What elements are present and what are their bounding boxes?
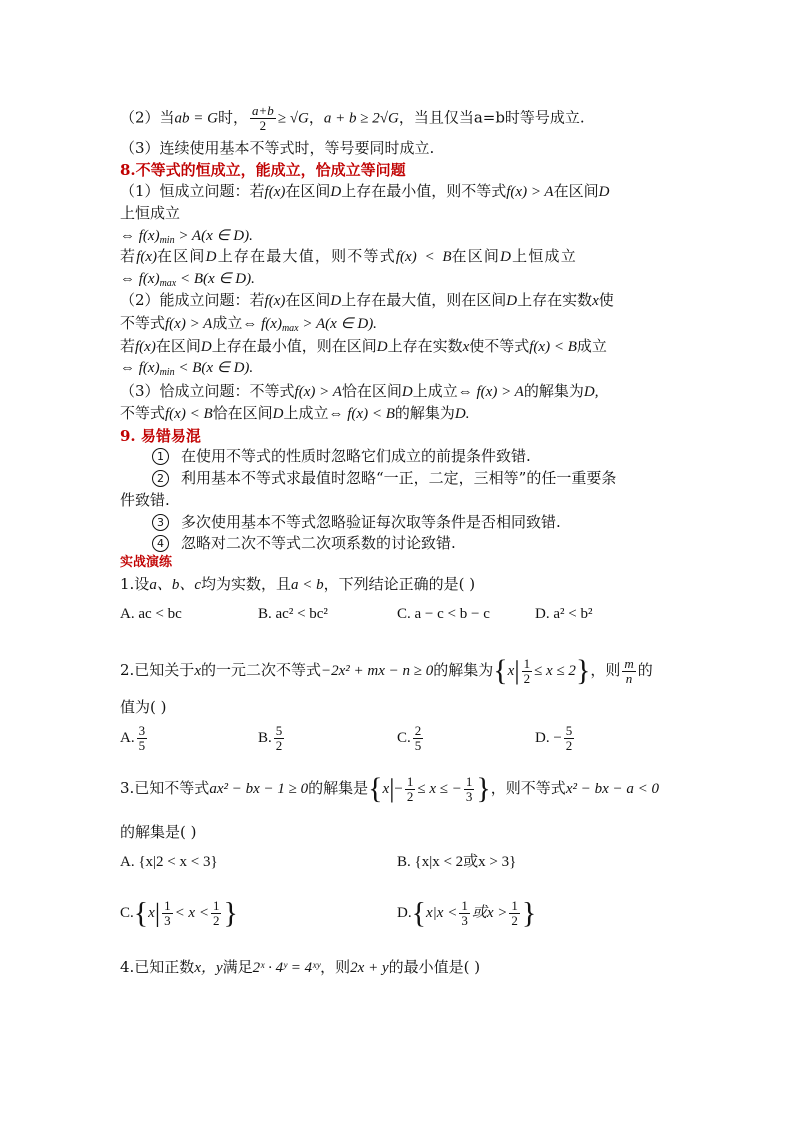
s9-item-1 [152, 446, 531, 466]
tip-2-label: （2）当 [120, 108, 175, 127]
option-fraction [413, 724, 424, 753]
s8-math: D. [454, 406, 470, 422]
s8-math: D [330, 184, 342, 200]
q2-math: x [507, 663, 515, 679]
option-label: C. [397, 730, 411, 746]
tip-2-time: 时， [218, 108, 249, 127]
s8-text: （3）恰成立问题：不等式 [120, 382, 295, 400]
tip-2-comma: ， [308, 108, 324, 127]
s8-sub: max [159, 278, 177, 289]
section-9-title: 9. 易错易混 [120, 427, 201, 445]
q2-text: ，则 [590, 661, 621, 679]
s8-line-2: 上恒成立 [120, 204, 181, 222]
frac-num: a+b [252, 103, 274, 118]
q1-option-d[interactable]: D. a² < b² [535, 606, 593, 622]
option-fraction [137, 724, 148, 753]
frac-den: n [625, 670, 633, 686]
s9-item-2 [152, 468, 616, 488]
circled-number-icon: 3 [152, 514, 169, 531]
s8-math: f(x) > A [294, 384, 342, 400]
s8-math: < B(x ∈ D). [176, 271, 255, 287]
s8-math: f(x) > A [165, 316, 213, 332]
tip-2 [120, 104, 585, 133]
s8-text: 在区间 [155, 337, 201, 355]
s8-sub: min [159, 367, 175, 378]
q3-math: ax² − bx − 1 ≥ 0 [209, 781, 309, 797]
s8-text: （2）能成立问题：若 [120, 291, 265, 309]
s8-math: ⇔ f(x) [120, 228, 160, 244]
frac-num: m [624, 655, 634, 671]
s8-text: 在区间 [285, 182, 331, 200]
frac-den: 2 [565, 738, 573, 754]
s8-math: f(x) < B [395, 249, 452, 265]
q3-option-c[interactable] [120, 893, 238, 934]
frac-num: 3 [138, 723, 146, 739]
frac-num: 1 [164, 898, 171, 914]
q3-stem [120, 768, 659, 809]
s8-text: 上存在最大值，则不等式 [217, 247, 396, 265]
s8-math: D [330, 293, 342, 309]
q1-stem [120, 574, 475, 595]
tip-2-sqrt: ≥ √G [277, 110, 309, 127]
s8-text: 上存在最小值，则不等式 [341, 182, 507, 200]
s8-line-10 [120, 381, 598, 402]
option-fraction [274, 724, 285, 753]
s8-text: 的解集为 [394, 404, 455, 422]
circled-number-icon: 1 [152, 448, 169, 465]
frac-num: 5 [565, 723, 573, 739]
frac-num: 1 [465, 773, 473, 789]
s8-line-6 [120, 290, 614, 311]
q3-text: 3.已知不等式 [120, 779, 210, 797]
option-label: A. [120, 730, 135, 746]
s8-math: D [272, 406, 284, 422]
s8-line-4 [120, 246, 577, 267]
s8-text: 上恒成立 [512, 247, 577, 265]
q2-line-2: 值为( ) [120, 698, 167, 716]
s8-math: ⇔ f(x) < B [328, 406, 395, 422]
q1-option-c[interactable]: C. a − c < b − c [397, 606, 490, 622]
s8-text: 不等式 [120, 314, 166, 332]
q3-math: x|x < [426, 905, 458, 921]
q3-math: x² − bx − a < 0 [565, 781, 659, 797]
s8-math: D [500, 249, 513, 265]
frac-den: 3 [461, 913, 468, 929]
s8-text: 若 [120, 247, 137, 265]
option-fraction [564, 724, 575, 753]
q3-math: − [394, 781, 403, 797]
s8-text: 的解集为 [523, 382, 584, 400]
q3-line-2: 的解集是( ) [120, 823, 197, 841]
s8-text: 恰在区间 [341, 382, 402, 400]
q4-text: 满足 [222, 958, 253, 976]
q4-math: 2ˣ · 4ʸ = 4ˣʸ [252, 960, 321, 976]
q3-fraction-2 [464, 775, 475, 804]
q2-text: 的 [637, 661, 653, 679]
q3-fraction-1 [405, 775, 416, 804]
s9-item-3 [152, 512, 561, 532]
q2-math: −2x² + mx − n ≥ 0 [321, 663, 434, 679]
s8-text: 成立 [212, 314, 243, 332]
s8-math: ⇔ f(x) [120, 271, 160, 287]
frac-den: 5 [138, 738, 146, 754]
frac-num: 1 [461, 898, 468, 914]
option-fraction [211, 899, 222, 928]
frac-den: 2 [259, 118, 267, 133]
section-8-title: 8.不等式的恒成立，能成立，恰成立等问题 [120, 161, 406, 179]
s8-math: D [200, 339, 212, 355]
s8-text: （1）恒成立问题：若 [120, 182, 265, 200]
s8-math: D [401, 384, 413, 400]
q2-option-d[interactable] [535, 718, 576, 758]
practice-title: 实战演练 [120, 555, 173, 570]
frac-den: 2 [406, 788, 414, 804]
frac-den: 3 [465, 788, 473, 804]
s8-sub: max [281, 323, 299, 334]
s8-sub: min [159, 235, 175, 246]
s8-line-1 [120, 181, 609, 202]
right-brace: } [476, 772, 491, 805]
frac-den: 2 [523, 670, 531, 686]
circled-number-icon: 2 [152, 470, 169, 487]
s8-line-9 [120, 358, 253, 383]
left-brace: { [411, 896, 426, 930]
q4-text: ，则 [320, 958, 351, 976]
s8-line-8 [120, 336, 607, 357]
tip-2-ab: ab [174, 110, 190, 127]
q1-text: 均为实数，且 [200, 575, 291, 593]
q2-option-c[interactable] [397, 718, 425, 758]
q3-option-a[interactable]: A. {x|2 < x < 3} [120, 854, 218, 870]
s8-math: x [462, 339, 470, 355]
option-fraction [459, 899, 470, 928]
s8-text: 在区间 [157, 247, 206, 265]
frac-den: 2 [511, 913, 518, 929]
q1-text: ，下列结论正确的是( ) [323, 575, 476, 593]
q2-math: x [194, 663, 201, 679]
option-label: D. [397, 905, 412, 921]
q2-ratio [622, 657, 635, 686]
q2-set-fraction [522, 657, 533, 686]
frac-den: 5 [414, 738, 422, 754]
frac-num: 1 [212, 898, 220, 914]
s8-math: f(x) < B [165, 406, 213, 422]
s9-item-2-cont: 件致错. [120, 491, 170, 509]
set-bar: | [154, 898, 161, 928]
circled-number-icon: 4 [152, 535, 169, 552]
tip-2-eq: = G [189, 110, 219, 127]
q3-option-d[interactable] [397, 893, 536, 934]
frac-den: 2 [212, 913, 220, 929]
s8-text: 若 [120, 337, 136, 355]
s8-math: D [205, 249, 218, 265]
s8-text: 使 [598, 291, 614, 309]
s8-line-11 [120, 403, 469, 424]
s8-math: D, [583, 384, 599, 400]
q3-option-b[interactable]: B. {x|x < 2或x > 3} [397, 854, 517, 870]
s8-math: f(x) [135, 339, 156, 355]
s8-text: 上存在最大值，则在区间 [341, 291, 507, 309]
q2-option-b[interactable] [258, 718, 286, 758]
set-bar: | [389, 774, 395, 803]
frac-num: 1 [511, 898, 518, 914]
s8-math: f(x) > A [506, 184, 554, 200]
option-fraction [162, 899, 173, 928]
option-label: B. [258, 730, 272, 746]
s8-math: ⇔ f(x) [242, 316, 282, 332]
s8-math: f(x) [264, 293, 286, 309]
s8-text: 上存在最小值，则在区间 [211, 337, 377, 355]
s8-math: ⇔ f(x) > A [457, 384, 524, 400]
right-brace: } [575, 654, 591, 687]
left-brace: { [133, 896, 149, 930]
q2-math: ≤ x ≤ 2 [534, 663, 576, 679]
option-label: C. [120, 905, 134, 921]
s8-math: x [592, 293, 599, 309]
s8-text: 上成立 [283, 404, 329, 422]
s8-text: 恰在区间 [212, 404, 273, 422]
s8-math: f(x) < B [529, 339, 577, 355]
tip-2-fraction [250, 104, 276, 133]
frac-den: 3 [164, 913, 171, 929]
q3-math: < x < [174, 905, 209, 921]
set-bar: | [514, 656, 520, 685]
q2-option-a[interactable] [120, 718, 149, 758]
s8-math: < B(x ∈ D). [174, 360, 254, 376]
s8-text: 上存在实数 [517, 291, 593, 309]
s8-text: 上存在实数 [387, 337, 463, 355]
q1-option-b[interactable]: B. ac² < bc² [258, 606, 328, 622]
s8-math: ⇔ f(x) [120, 360, 160, 376]
s9-item-text: 多次使用基本不等式忽略验证每次取等条件是否相同致错. [181, 513, 561, 531]
q1-math: a、b、c [149, 577, 201, 593]
frac-num: 1 [406, 773, 414, 789]
s8-math: D [598, 184, 610, 200]
q4-text: 的最小值是( ) [388, 958, 481, 976]
option-fraction [509, 899, 520, 928]
s8-text: 上成立 [412, 382, 458, 400]
q2-text: 的一元二次不等式 [200, 661, 321, 679]
q1-text: 1.设 [120, 575, 150, 593]
s8-math: f(x) [264, 184, 286, 200]
s8-math: > A(x ∈ D). [174, 228, 253, 244]
s9-item-text: 利用基本不等式求最值时忽略“一正，二定，三相等”的任一重要条 [181, 469, 617, 487]
tip-2-ineq: a + b ≥ 2√G [323, 110, 399, 127]
s9-item-text: 在使用不等式的性质时忽略它们成立的前提条件致错. [181, 447, 531, 465]
s8-text: 不等式 [120, 404, 166, 422]
q3-math: 或x > [471, 905, 508, 921]
frac-num: 5 [275, 723, 283, 739]
s8-math: D [506, 293, 518, 309]
tip-2-rest: ，当且仅当a=b时等号成立. [398, 108, 585, 127]
q1-option-a[interactable]: A. ac < bc [120, 606, 182, 622]
q4-text: 4.已知正数 [120, 958, 195, 976]
frac-num: 2 [414, 723, 422, 739]
s8-text: 成立 [576, 337, 607, 355]
q3-math: x [382, 781, 390, 797]
option-label: D. − [535, 730, 562, 746]
s8-text: 在区间 [451, 247, 501, 265]
s8-text: 使不等式 [469, 337, 530, 355]
q1-math: a < b [291, 577, 324, 593]
q3-math: x [148, 905, 155, 921]
q2-stem [120, 650, 653, 691]
q4-math: x，y [194, 960, 223, 976]
q4-math: 2x + y [350, 960, 389, 976]
frac-den: 2 [275, 738, 283, 754]
s8-text: 在区间 [285, 291, 331, 309]
s8-math: > A(x ∈ D). [298, 316, 377, 332]
tip-3: （3）连续使用基本不等式时，等号要同时成立. [120, 139, 435, 157]
s8-math: D [376, 339, 388, 355]
s8-text: 在区间 [553, 182, 599, 200]
s8-math: f(x) [136, 249, 158, 265]
s9-item-text: 忽略对二次不等式二次项系数的讨论致错. [181, 534, 456, 552]
right-brace: } [521, 896, 537, 930]
q3-text: 的解集是 [308, 779, 369, 797]
q3-text: ，则不等式 [490, 779, 566, 797]
q2-text: 的解集为 [433, 661, 494, 679]
q3-math: ≤ x ≤ − [417, 781, 462, 797]
frac-num: 1 [523, 655, 531, 671]
left-brace: { [368, 772, 383, 805]
right-brace: } [223, 896, 238, 930]
left-brace: { [493, 654, 508, 687]
s9-item-4 [152, 533, 456, 553]
q2-text: 2.已知关于 [120, 661, 195, 679]
q4-stem [120, 957, 480, 978]
